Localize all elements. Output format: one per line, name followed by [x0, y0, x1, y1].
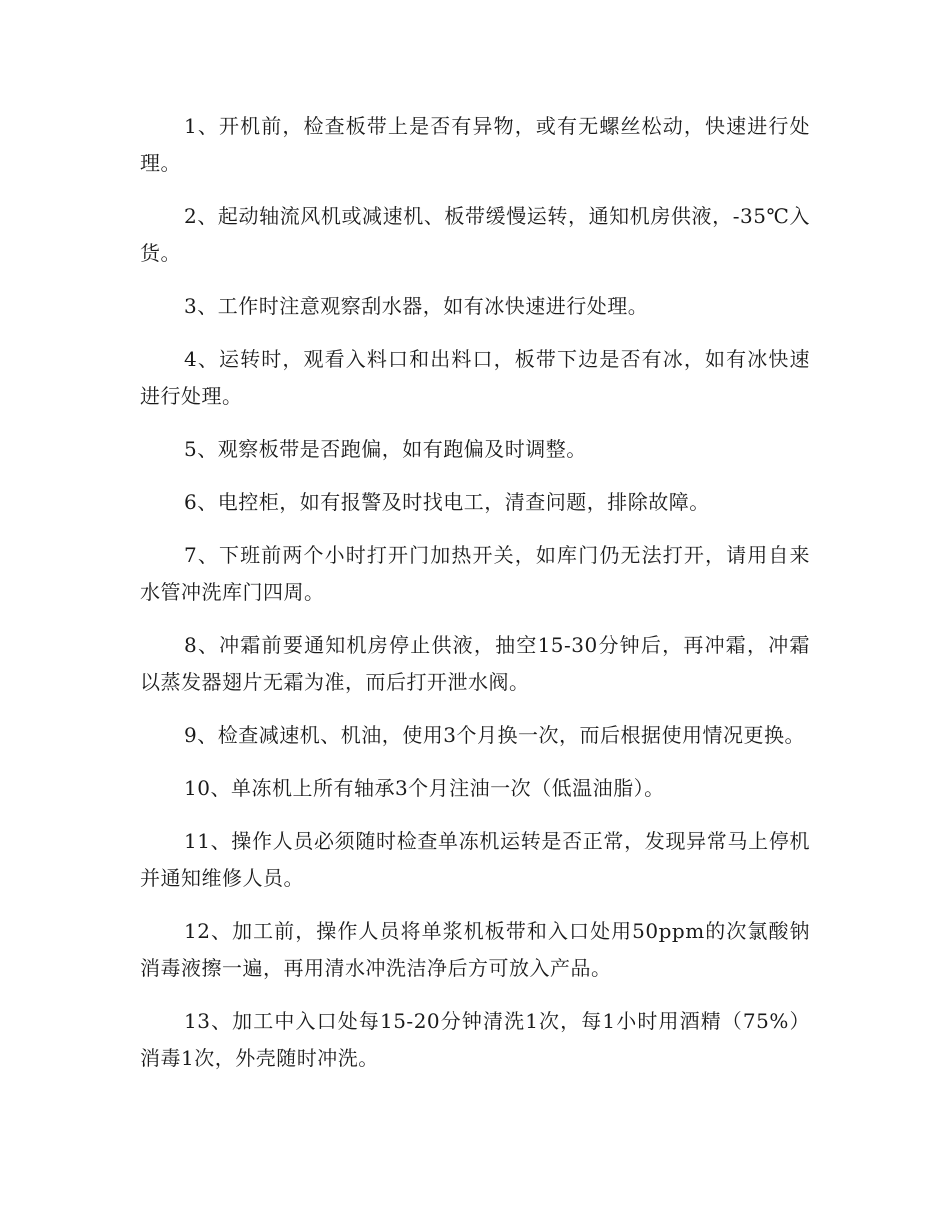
paragraph-10: 10、单冻机上所有轴承3个月注油一次（低温油脂）。: [184, 776, 665, 800]
paragraph-13: 13、加工中入口处每15-20分钟清洗1次，每1小时用酒精（75%）消毒1次，外壳随时冲洗。: [140, 1009, 810, 1070]
paragraph-6: 6、电控柜，如有报警及时找电工，清查问题，排除故障。: [184, 490, 710, 514]
paragraph-4: 4、运转时，观看入料口和出料口，板带下边是否有冰，如有冰快速进行处理。: [140, 347, 810, 408]
paragraph-12: 12、加工前，操作人员将单浆机板带和入口处用50ppm的次氯酸钠消毒液擦一遍，再用清水冲洗洁净后方可放入产品。: [140, 919, 810, 980]
paragraph-8: 8、冲霜前要通知机房停止供液，抽空15-30分钟后，再冲霜，冲霜以蒸发器翅片无霜为准，而后打开泄水阀。: [140, 633, 810, 694]
paragraph-9: 9、检查减速机、机油，使用3个月换一次，而后根据使用情况更换。: [184, 723, 805, 747]
paragraph-2: 2、起动轴流风机或减速机、板带缓慢运转，通知机房供液，-35℃入货。: [140, 204, 810, 265]
paragraph-7: 7、下班前两个小时打开门加热开关，如库门仍无法打开，请用自来水管冲洗库门四周。: [140, 543, 810, 604]
paragraph-1: 1、开机前，检查板带上是否有异物，或有无螺丝松动，快速进行处理。: [140, 114, 810, 175]
paragraph-5: 5、观察板带是否跑偏，如有跑偏及时调整。: [184, 437, 587, 461]
document-body: [140, 108, 810, 1093]
paragraph-11: 11、操作人员必须随时检查单冻机运转是否正常，发现异常马上停机并通知维修人员。: [140, 829, 810, 890]
paragraph-3: 3、工作时注意观察刮水器，如有冰快速进行处理。: [184, 294, 649, 318]
